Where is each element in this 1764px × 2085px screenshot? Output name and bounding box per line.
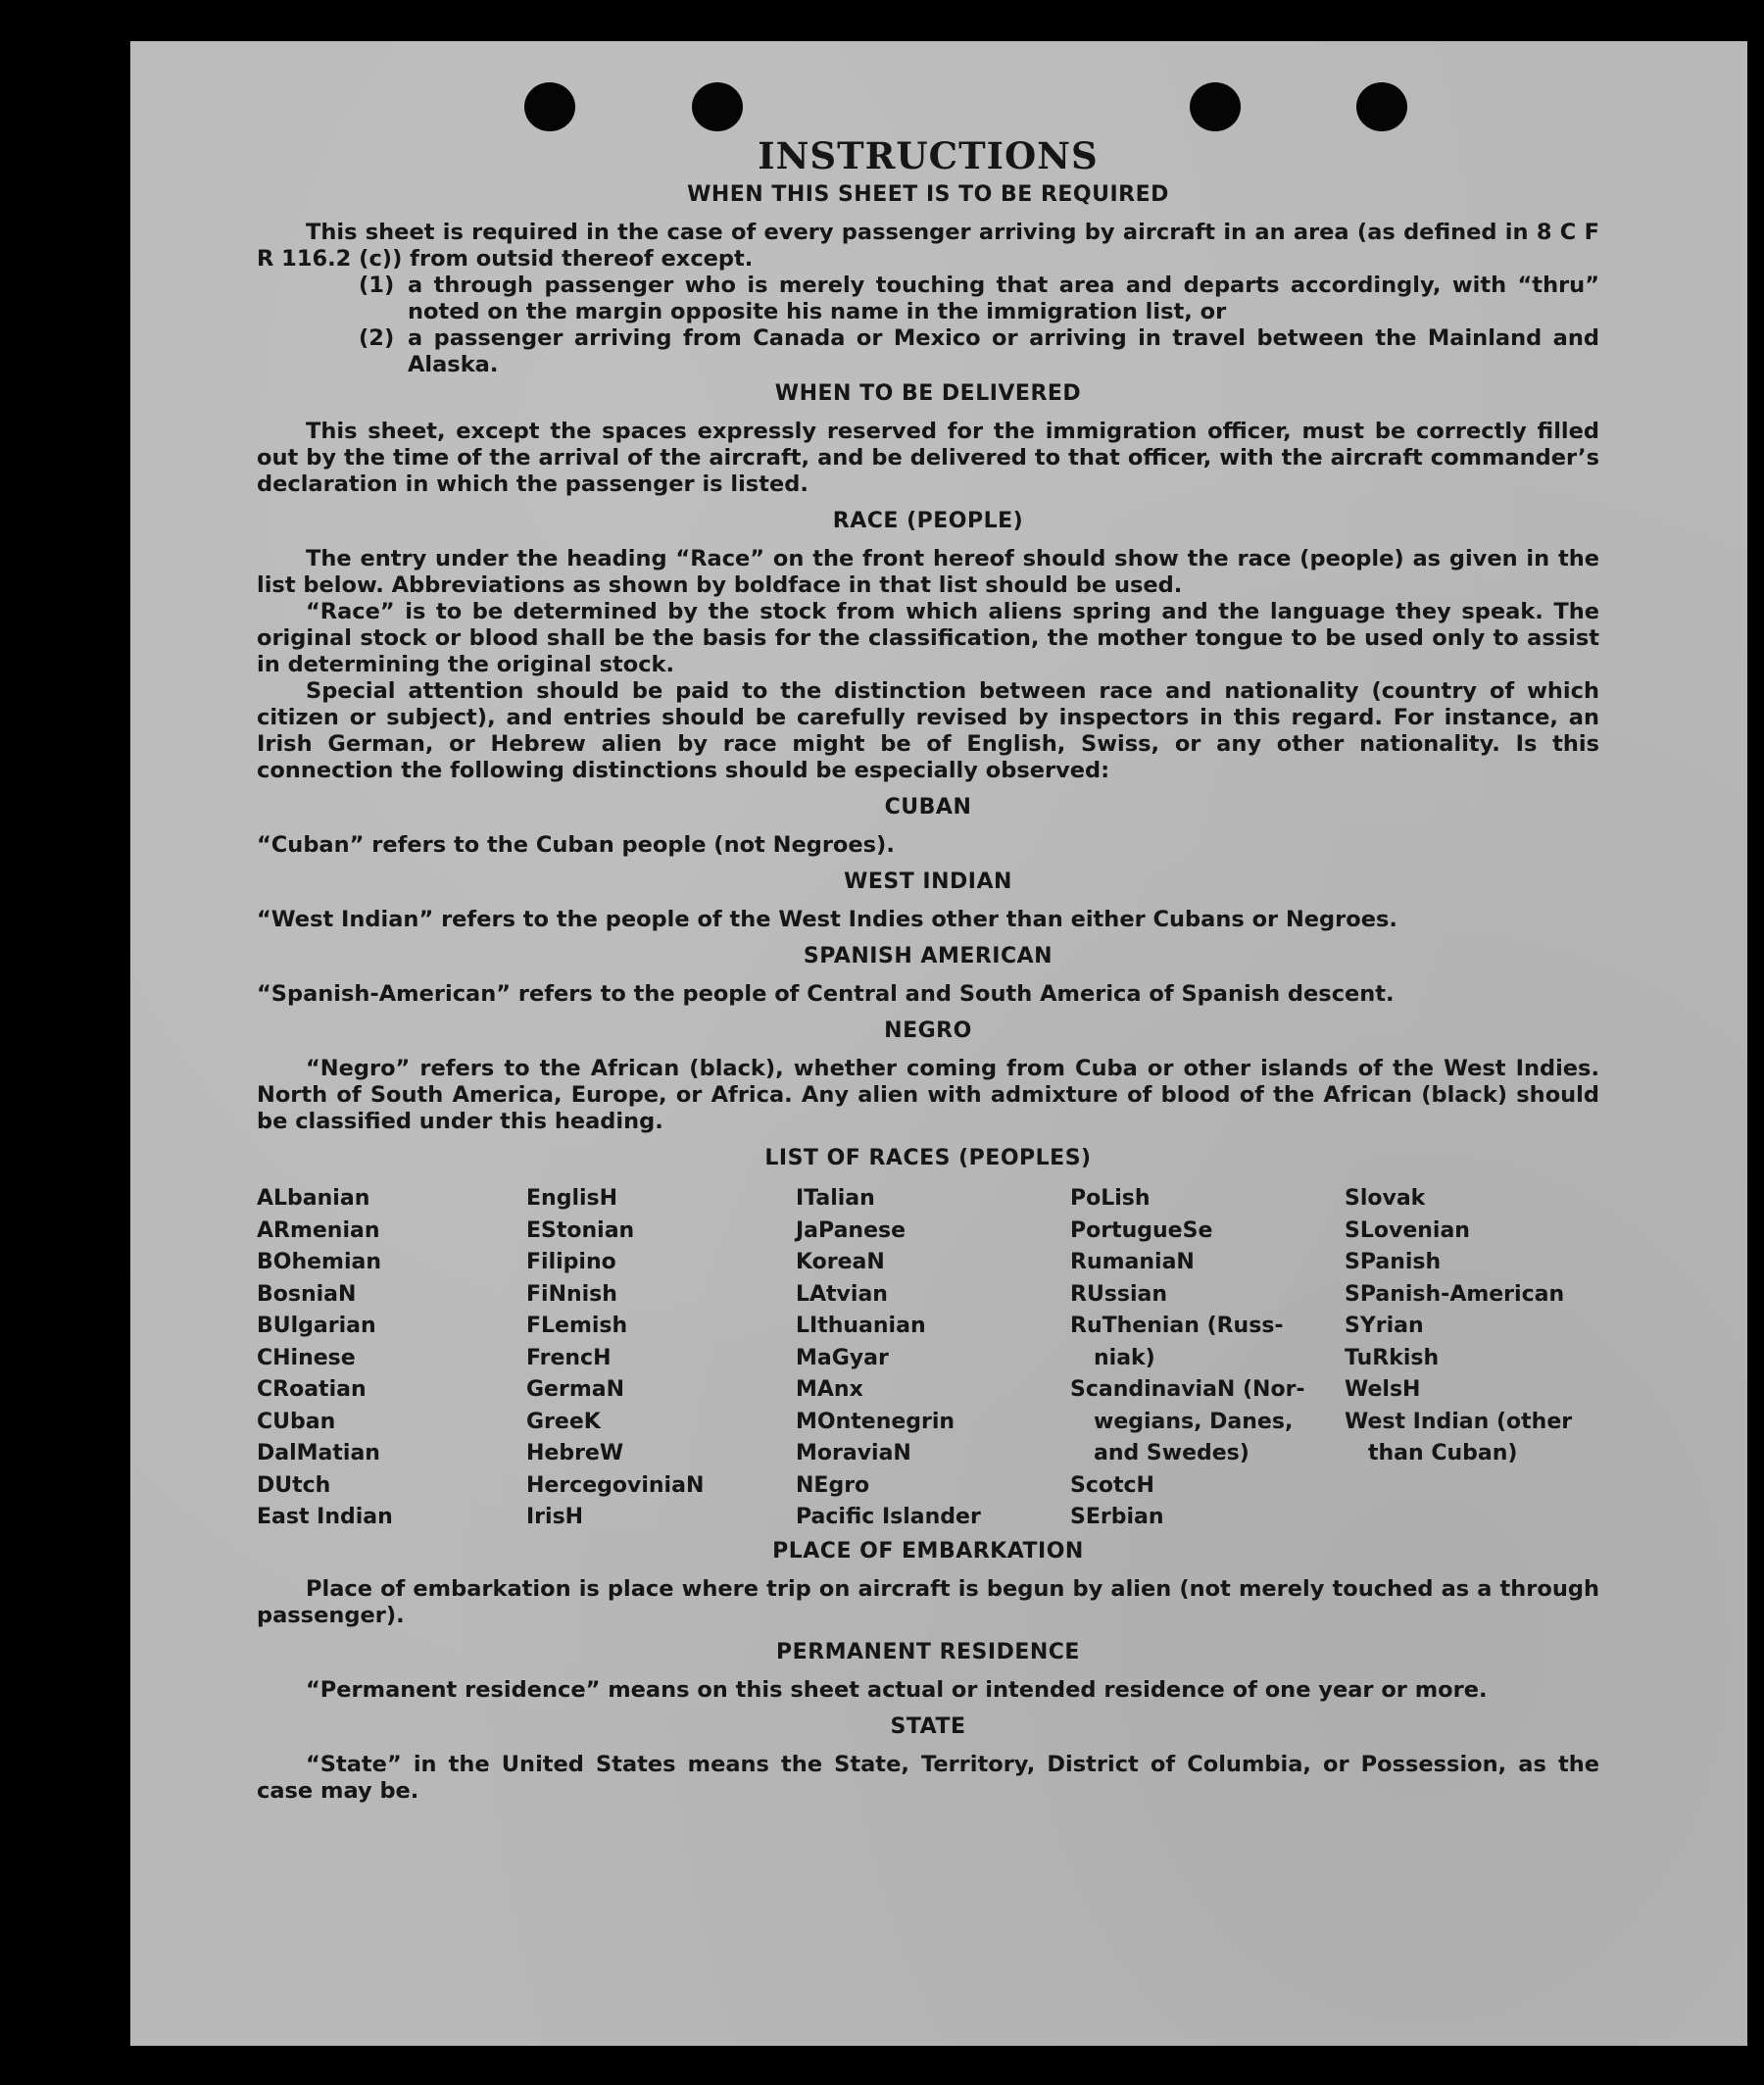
- races-column: [796, 1183, 1070, 1534]
- race-entry: IrisH: [526, 1505, 584, 1529]
- race-entry: MaGyar: [796, 1345, 889, 1370]
- race-entry: LAtvian: [796, 1281, 888, 1307]
- race-entry: CHinese: [257, 1345, 356, 1370]
- race-entry: RUssian: [1070, 1281, 1168, 1307]
- race-entry: than Cuban): [1368, 1441, 1518, 1465]
- instructions-content: [257, 134, 1599, 1805]
- residence-text: “Permanent residence” means on this sheet actual or intended residence of one year or more.: [306, 1676, 1488, 1703]
- race-entry: SYrian: [1345, 1314, 1424, 1338]
- race-entry: WelsH: [1345, 1377, 1421, 1402]
- exception-item: [359, 325, 1599, 378]
- race-entry: HercegoviniaN: [526, 1472, 705, 1498]
- punch-hole: [1356, 82, 1407, 131]
- section-heading-race: RACE (PEOPLE): [832, 509, 1024, 533]
- race-entry: RumaniaN: [1070, 1250, 1195, 1274]
- races-column: [1345, 1183, 1599, 1534]
- race-entry: ALbanian: [257, 1186, 370, 1211]
- race-entry: HebreW: [526, 1441, 624, 1465]
- section-heading-delivered: WHEN TO BE DELIVERED: [774, 381, 1082, 406]
- race-entry: GermaN: [526, 1377, 625, 1402]
- race-paragraph-3: Special attention should be paid to the distinction between race and nationality (country of which citizen or subject), and entries should be carefully revised by inspectors in this regard. For instance, an Irish German, or Hebrew alien by race might be of English, Swiss, or any other nationality. Is this connection the following distinctions should be especially observed:: [257, 678, 1599, 783]
- race-entry: KoreaN: [796, 1250, 885, 1274]
- exception-number: (1): [359, 273, 395, 298]
- race-paragraph-1: The entry under the heading “Race” on the front hereof should show the race (people) as given in the list below. Abbreviations as shown by boldface in that list should be used.: [257, 546, 1599, 598]
- exception-text: a passenger arriving from Canada or Mexico or arriving in travel between the Mainland and Alaska.: [408, 325, 1599, 377]
- race-entry: NEgro: [796, 1472, 870, 1498]
- race-paragraph-2: “Race” is to be determined by the stock from which aliens spring and the language they speak. The original stock or blood shall be the basis for the classification, the mother tongue to be used only to assist in determining the original stock.: [257, 599, 1599, 677]
- race-entry: Slovak: [1345, 1186, 1426, 1211]
- section-heading-state: STATE: [890, 1713, 966, 1739]
- race-entry: PoLish: [1070, 1186, 1151, 1211]
- races-column: [257, 1183, 526, 1534]
- west-indian-text: “West Indian” refers to the people of the West Indies other than either Cubans or Negroes.: [257, 907, 1397, 932]
- race-entry: MoraviaN: [796, 1441, 911, 1465]
- section-heading-list-of-races: LIST OF RACES (PEOPLES): [764, 1146, 1092, 1170]
- race-entry: niak): [1094, 1345, 1155, 1370]
- state-text: “State” in the United States means the State, Territory, District of Columbia, or Possession, as the case may be.: [257, 1751, 1599, 1804]
- race-entry: FLemish: [526, 1314, 628, 1338]
- race-entry: TuRkish: [1345, 1345, 1440, 1370]
- section-heading-embarkation: PLACE OF EMBARKATION: [772, 1538, 1084, 1564]
- race-entry: CUban: [257, 1409, 336, 1434]
- section-heading-west-indian: WEST INDIAN: [844, 869, 1012, 894]
- embarkation-text: Place of embarkation is place where trip on aircraft is begun by alien (not merely touched as a through passenger).: [257, 1575, 1599, 1628]
- race-entry: EStonian: [526, 1217, 635, 1243]
- required-intro: This sheet is required in the case of every passenger arriving by aircraft in an area (as defined in 8 C F R 116.2 (c)) from outsid thereof except.: [257, 220, 1599, 272]
- race-entry: BosniaN: [257, 1281, 357, 1307]
- races-column: [526, 1183, 796, 1534]
- race-entry: MOntenegrin: [796, 1409, 956, 1434]
- race-entry: BUlgarian: [257, 1314, 376, 1338]
- race-entry: wegians, Danes,: [1094, 1409, 1294, 1434]
- race-entry: RuThenian (Russ-: [1070, 1314, 1284, 1338]
- race-entry: FiNnish: [526, 1281, 617, 1307]
- punch-hole: [1190, 82, 1241, 131]
- section-heading-spanish-american: SPANISH AMERICAN: [803, 944, 1054, 968]
- race-entry: EnglisH: [526, 1186, 618, 1211]
- race-entry: ScandinaviaN (Nor-: [1070, 1377, 1305, 1402]
- race-entry: GreeK: [526, 1409, 601, 1434]
- race-entry: FrencH: [526, 1345, 612, 1370]
- document-title: INSTRUCTIONS: [758, 134, 1099, 177]
- exception-number: (2): [359, 325, 395, 351]
- race-entry: MAnx: [796, 1377, 863, 1402]
- race-entry: JaPanese: [796, 1217, 906, 1243]
- race-entry: PortugueSe: [1070, 1217, 1213, 1243]
- race-entry: East Indian: [257, 1505, 393, 1529]
- races-list: [257, 1183, 1599, 1534]
- delivered-text: This sheet, except the spaces expressly reserved for the immigration officer, must be correctly filled out by the time of the arrival of the aircraft, and be delivered to that officer, with the aircraft commander’s declaration in which the passenger is listed.: [257, 419, 1599, 497]
- exception-item: [359, 273, 1599, 325]
- race-entry: ITalian: [796, 1186, 875, 1211]
- race-entry: BOhemian: [257, 1250, 382, 1274]
- punch-hole: [524, 82, 575, 131]
- race-entry: Filipino: [526, 1250, 616, 1274]
- race-entry: and Swedes): [1094, 1441, 1250, 1465]
- race-entry: SPanish: [1345, 1250, 1442, 1274]
- races-column: [1070, 1183, 1345, 1534]
- punch-hole: [692, 82, 743, 131]
- race-entry: DalMatian: [257, 1441, 380, 1465]
- race-entry: CRoatian: [257, 1377, 367, 1402]
- section-heading-cuban: CUBAN: [884, 795, 972, 819]
- section-heading-required: WHEN THIS SHEET IS TO BE REQUIRED: [687, 182, 1169, 207]
- race-entry: SPanish-American: [1345, 1281, 1565, 1307]
- cuban-text: “Cuban” refers to the Cuban people (not Negroes).: [257, 832, 895, 858]
- section-heading-negro: NEGRO: [884, 1018, 972, 1043]
- race-entry: ScotcH: [1070, 1472, 1154, 1498]
- exception-text: a through passenger who is merely touching that area and departs accordingly, with “thru” noted on the margin opposite his name in the immigration list, or: [408, 273, 1599, 324]
- race-entry: West Indian (other: [1345, 1409, 1573, 1434]
- race-entry: SLovenian: [1345, 1217, 1470, 1243]
- section-heading-residence: PERMANENT RESIDENCE: [776, 1639, 1080, 1664]
- race-entry: SErbian: [1070, 1505, 1164, 1529]
- negro-text: “Negro” refers to the African (black), whether coming from Cuba or other islands of the West Indies. North of South America, Europe, or Africa. Any alien with admixture of blood of the African (black) should be classified under this heading.: [257, 1056, 1599, 1134]
- race-entry: ARmenian: [257, 1217, 380, 1243]
- race-entry: LIthuanian: [796, 1314, 926, 1338]
- race-entry: DUtch: [257, 1472, 331, 1498]
- race-entry: Pacific Islander: [796, 1505, 981, 1529]
- spanish-american-text: “Spanish-American” refers to the people of Central and South America of Spanish descent.: [257, 981, 1395, 1007]
